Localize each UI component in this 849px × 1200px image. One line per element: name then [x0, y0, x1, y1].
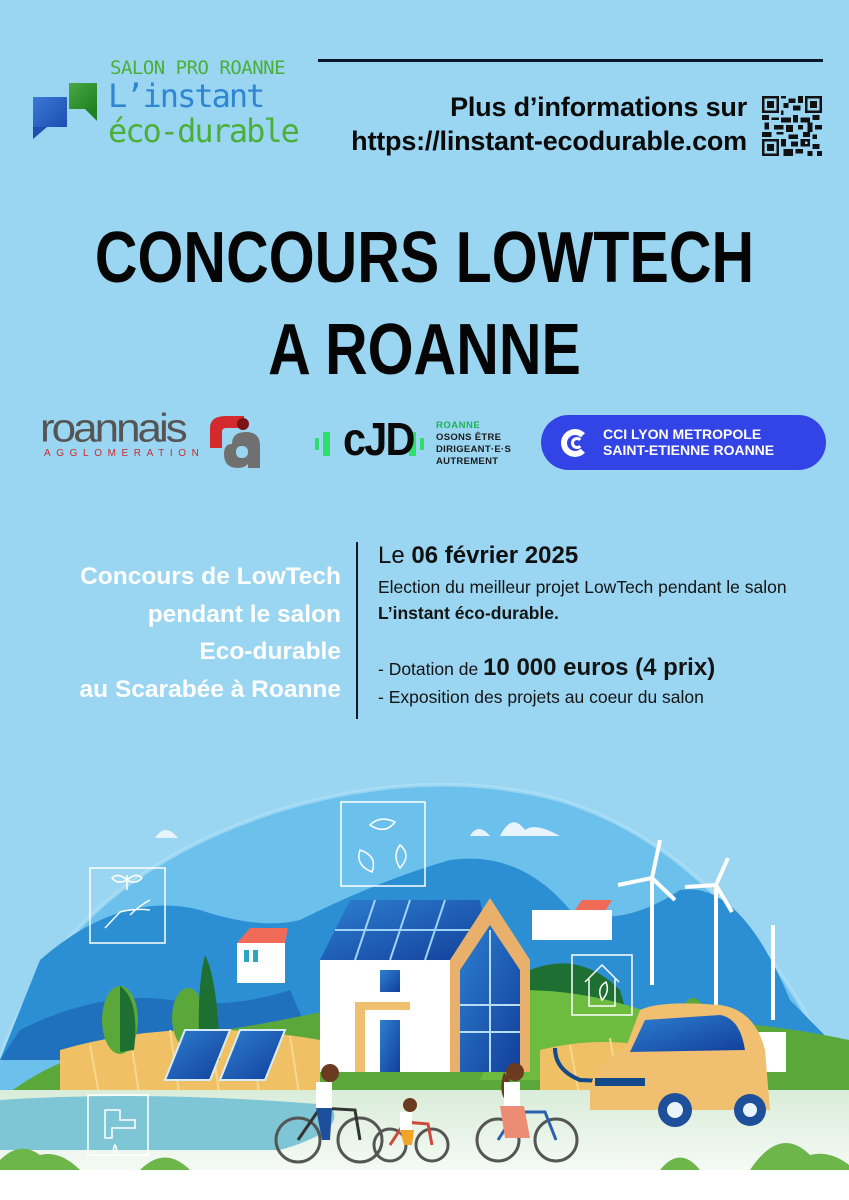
brand-name-line2: éco-durable [108, 112, 298, 150]
roannais-subtitle: AGGLOMERATION [44, 448, 205, 459]
title-line-2: A ROANNE [268, 310, 581, 390]
roannais-ra-monogram-icon [210, 414, 262, 468]
info-text: Plus d’informations sur [450, 92, 747, 122]
roannais-agglomeration-logo [40, 406, 265, 472]
cjd-city: ROANNE [436, 420, 481, 431]
roannais-wordmark: roannais [40, 406, 185, 451]
speech-bubble-green-icon [69, 83, 97, 109]
cjd-wordmark: cJD [343, 413, 414, 465]
header-divider [318, 59, 823, 62]
qr-code-icon[interactable] [762, 96, 822, 156]
event-date: Le 06 février 2025 [378, 542, 579, 569]
cjd-tagline: OSONS ÊTRE DIRIGEANT·E·S AUTREMENT [436, 432, 512, 467]
eco-town-illustration [0, 760, 849, 1200]
page-title [0, 212, 849, 396]
brand-logo [30, 55, 310, 155]
event-bullets [378, 654, 828, 711]
solar-house-icon [320, 898, 530, 1072]
bullet-prize: - Dotation de 10 000 euros (4 prix) [378, 654, 716, 681]
event-details [378, 538, 828, 711]
title-line-1: CONCOURS LOWTECH [94, 218, 755, 298]
cjd-logo [315, 408, 515, 480]
event-description: Election du meilleur projet LowTech pendant le salon L’instant éco-durable. [378, 577, 787, 623]
brand-name-line1: L’instant [108, 77, 264, 115]
cci-lyon-logo [541, 415, 826, 470]
speech-bubble-blue-icon [33, 97, 67, 127]
bullet-exhibition: - Exposition des projets au coeur du salon [378, 687, 704, 707]
info-url-link[interactable]: https://linstant-ecodurable.com [351, 126, 747, 156]
info-block [351, 90, 747, 158]
cci-name: CCI LYON METROPOLE SAINT-ETIENNE ROANNE [603, 426, 775, 458]
event-summary: Concours de LowTech pendant le salon Eco-durable au Scarabée à Roanne [79, 563, 341, 703]
brand-kicker: SALON PRO ROANNE [110, 57, 286, 79]
vertical-divider [356, 542, 358, 719]
